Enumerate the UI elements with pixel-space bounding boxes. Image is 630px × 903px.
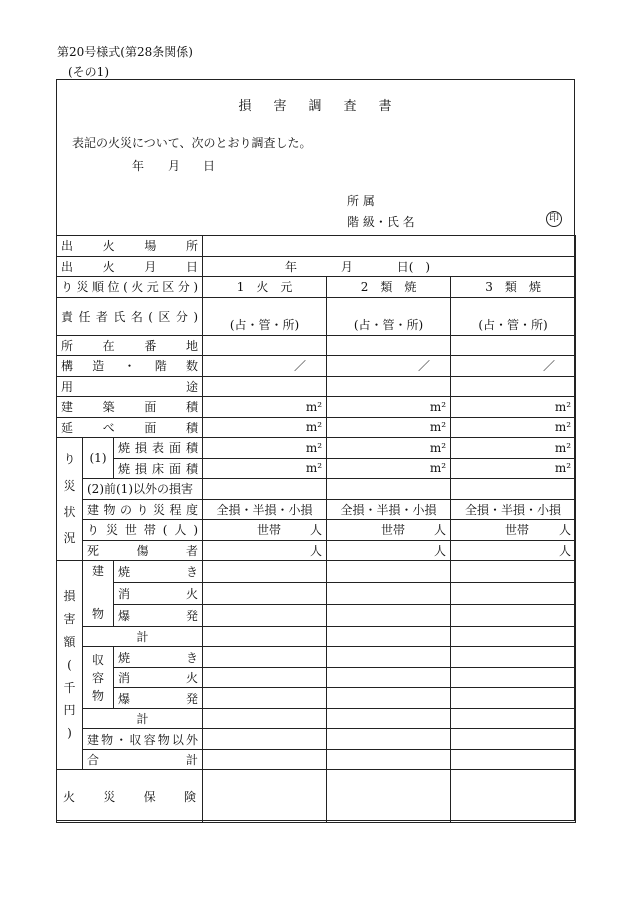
burn-surface-2[interactable]: m²: [327, 438, 451, 459]
table-row: [57, 236, 576, 257]
affiliation-label: 所 属: [347, 194, 375, 208]
insurance-2[interactable]: [327, 770, 451, 823]
table-row: [57, 297, 576, 335]
contents-label: 収 容 物: [83, 647, 114, 709]
table-row: [57, 647, 576, 668]
seal-mark: 印: [546, 211, 562, 227]
damage-degree-2[interactable]: 全損・半損・小損: [327, 499, 451, 520]
sheet-number: (その1): [68, 65, 109, 79]
burn-surface-3[interactable]: m²: [451, 438, 576, 459]
structure-2[interactable]: ／: [327, 356, 451, 377]
cont-burn-3[interactable]: [451, 647, 576, 668]
other-3[interactable]: [451, 729, 576, 750]
total-2[interactable]: [327, 749, 451, 770]
building-label: 建 物: [83, 561, 114, 627]
bldg-burn-1[interactable]: [203, 561, 327, 583]
responsible-label: 責任者氏名(区分): [57, 297, 203, 335]
item2-3[interactable]: [451, 479, 576, 500]
cont-burn-1[interactable]: [203, 647, 327, 668]
casualties-label: 死傷者: [83, 540, 203, 561]
table-row: [57, 417, 576, 438]
item2-2[interactable]: [327, 479, 451, 500]
cont-sub-2[interactable]: [327, 708, 451, 729]
building-area-3[interactable]: m²: [451, 397, 576, 418]
bldg-burn-3[interactable]: [451, 561, 576, 583]
total-area-label: 延べ面積: [57, 417, 203, 438]
intro-text: 表記の火災について、次のとおり調査した。: [72, 136, 312, 150]
occupancy-2[interactable]: (占・管・所): [327, 297, 451, 335]
casualties-3[interactable]: 人: [451, 540, 576, 561]
occupancy-3[interactable]: (占・管・所): [451, 297, 576, 335]
table-row: [57, 770, 576, 823]
table-row: [57, 499, 576, 520]
fire-place-label: 出火場所: [57, 236, 203, 257]
bldg-exp-3[interactable]: [451, 604, 576, 626]
table-row: [57, 729, 576, 750]
cont-sub-3[interactable]: [451, 708, 576, 729]
table-row: [57, 277, 576, 298]
cont-ext-3[interactable]: [451, 667, 576, 688]
date-year: 年: [132, 159, 145, 173]
table-row: [57, 397, 576, 418]
burn-surface-label: 焼損表面積: [114, 438, 203, 459]
bldg-ext-2[interactable]: [327, 582, 451, 604]
use-label: 用途: [57, 376, 203, 397]
address-2[interactable]: [327, 335, 451, 356]
building-area-1[interactable]: m²: [203, 397, 327, 418]
bldg-sub-3[interactable]: [451, 626, 576, 647]
bldg-sub-1[interactable]: [203, 626, 327, 647]
table-row: [57, 667, 576, 688]
use-2[interactable]: [327, 376, 451, 397]
bldg-ext-3[interactable]: [451, 582, 576, 604]
insurance-label: 火災保険: [57, 770, 203, 823]
damage-degree-3[interactable]: 全損・半損・小損: [451, 499, 576, 520]
structure-label: 構造・階数: [57, 356, 203, 377]
address-1[interactable]: [203, 335, 327, 356]
building-damage-label: 建物のり災程度: [83, 499, 203, 520]
bldg-burn-2[interactable]: [327, 561, 451, 583]
item2-1[interactable]: [203, 479, 327, 500]
structure-3[interactable]: ／: [451, 356, 576, 377]
households-3[interactable]: 世帯 人: [451, 520, 576, 541]
bldg-burn-label: 焼き: [114, 561, 203, 583]
bldg-extinguish-label: 消火: [114, 582, 203, 604]
casualties-2[interactable]: 人: [327, 540, 451, 561]
bldg-ext-1[interactable]: [203, 582, 327, 604]
bldg-exp-2[interactable]: [327, 604, 451, 626]
bldg-explosion-label: 爆発: [114, 604, 203, 626]
item2-label: (2)前(1)以外の損害: [83, 479, 203, 500]
cont-ext-2[interactable]: [327, 667, 451, 688]
building-area-2[interactable]: m²: [327, 397, 451, 418]
order-label: り災順位(火元区分): [57, 277, 203, 298]
burn-floor-2[interactable]: m²: [327, 458, 451, 479]
address-3[interactable]: [451, 335, 576, 356]
cont-sub-1[interactable]: [203, 708, 327, 729]
bldg-exp-1[interactable]: [203, 604, 327, 626]
fire-date-value[interactable]: 年 月 日( ): [203, 256, 576, 277]
burn-floor-3[interactable]: m²: [451, 458, 576, 479]
form-number: 第20号様式(第28条関係): [57, 45, 193, 59]
burn-floor-label: 焼損床面積: [114, 458, 203, 479]
structure-1[interactable]: ／: [203, 356, 327, 377]
table-row: [57, 604, 576, 626]
cont-exp-3[interactable]: [451, 688, 576, 709]
table-row: [57, 376, 576, 397]
insurance-3[interactable]: [451, 770, 576, 823]
households-2[interactable]: 世帯 人: [327, 520, 451, 541]
table-row: [57, 520, 576, 541]
col-header-2: 2 類 焼: [327, 277, 451, 298]
bldg-sub-2[interactable]: [327, 626, 451, 647]
total-area-1[interactable]: m²: [203, 417, 327, 438]
table-row: [57, 335, 576, 356]
table-row: [57, 540, 576, 561]
date-month: 月: [168, 159, 181, 173]
use-3[interactable]: [451, 376, 576, 397]
table-row: [57, 438, 576, 459]
table-row: [57, 688, 576, 709]
total-area-3[interactable]: m²: [451, 417, 576, 438]
fire-date-label: 出火月日: [57, 256, 203, 277]
cont-exp-1[interactable]: [203, 688, 327, 709]
table-row: [57, 749, 576, 770]
bldg-subtotal-label: 計: [83, 626, 203, 647]
other-2[interactable]: [327, 729, 451, 750]
cont-extinguish-label: 消火: [114, 667, 203, 688]
cont-burn-2[interactable]: [327, 647, 451, 668]
total-area-2[interactable]: m²: [327, 417, 451, 438]
total-label: 合計: [83, 749, 203, 770]
households-1[interactable]: 世帯 人: [203, 520, 327, 541]
other-label: 建物・収容物以外: [83, 729, 203, 750]
table-row: [57, 626, 576, 647]
col-header-3: 3 類 焼: [451, 277, 576, 298]
total-1[interactable]: [203, 749, 327, 770]
other-1[interactable]: [203, 729, 327, 750]
table-row: [57, 582, 576, 604]
rank-name-label: 階 級・氏 名: [347, 215, 415, 229]
cont-exp-2[interactable]: [327, 688, 451, 709]
insurance-1[interactable]: [203, 770, 327, 823]
item1-label: (1): [83, 438, 114, 479]
damage-degree-1[interactable]: 全損・半損・小損: [203, 499, 327, 520]
table-row: [57, 256, 576, 277]
households-label: り災世帯(人): [83, 520, 203, 541]
table-row: [57, 561, 576, 583]
document-title: 損 害 調 査 書: [238, 99, 392, 114]
address-label: 所在番地: [57, 335, 203, 356]
burn-floor-1[interactable]: m²: [203, 458, 327, 479]
casualties-1[interactable]: 人: [203, 540, 327, 561]
total-3[interactable]: [451, 749, 576, 770]
table-row: [57, 708, 576, 729]
fire-place-value[interactable]: [203, 236, 576, 257]
cont-subtotal-label: 計: [83, 708, 203, 729]
loss-amount-label: 損 害 額 ( 千 円 ): [57, 561, 83, 770]
date-day: 日: [203, 159, 216, 173]
occupancy-1[interactable]: (占・管・所): [203, 297, 327, 335]
col-header-1: 1 火 元: [203, 277, 327, 298]
damage-status-label: り 災 状 況: [57, 438, 83, 561]
table-row: [57, 458, 576, 479]
table-row: [57, 356, 576, 377]
building-area-label: 建築面積: [57, 397, 203, 418]
cont-explosion-label: 爆発: [114, 688, 203, 709]
cont-burn-label: 焼き: [114, 647, 203, 668]
survey-table: [56, 235, 576, 823]
cont-ext-1[interactable]: [203, 667, 327, 688]
burn-surface-1[interactable]: m²: [203, 438, 327, 459]
table-row: [57, 479, 576, 500]
use-1[interactable]: [203, 376, 327, 397]
